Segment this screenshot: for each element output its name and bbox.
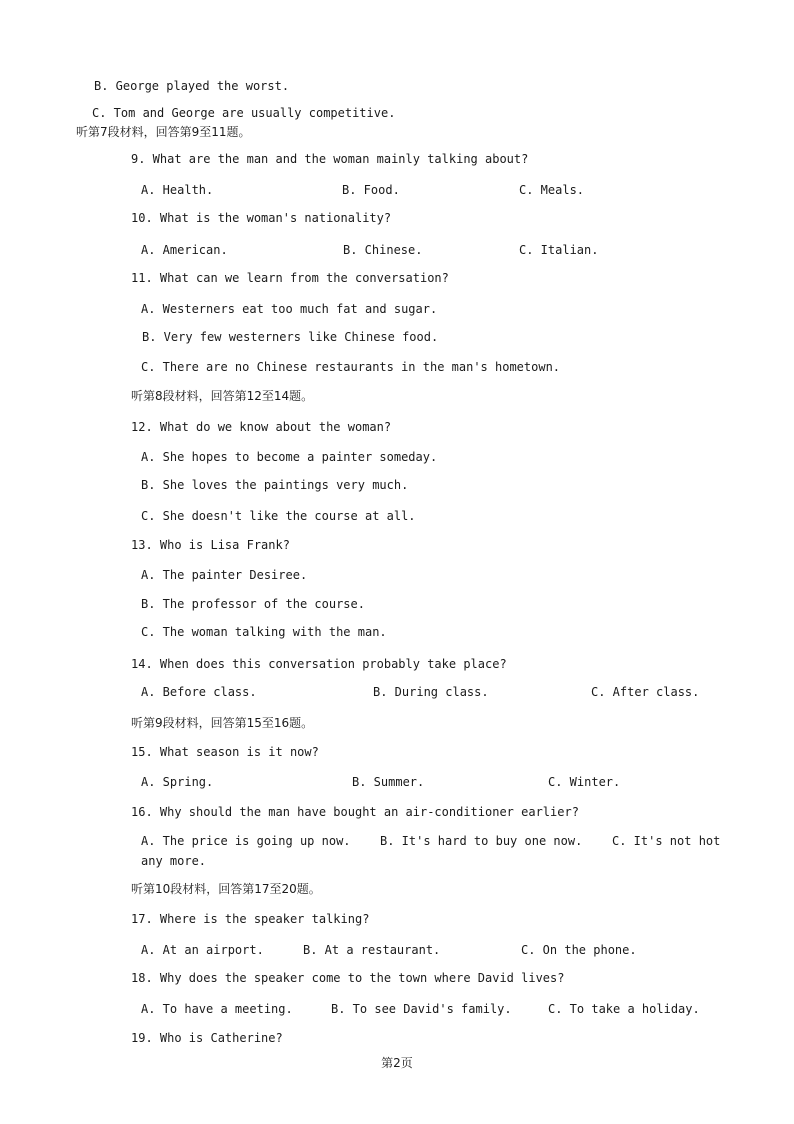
- question-17: 17. Where is the speaker talking?: [131, 912, 370, 926]
- option-line: B. It's hard to buy one now.: [380, 834, 583, 848]
- option-line: B. The professor of the course.: [141, 597, 365, 611]
- option-line: B. To see David's family.: [331, 1002, 512, 1016]
- option-line: C. There are no Chinese restaurants in the man's hometown.: [141, 360, 561, 374]
- question-12: 12. What do we know about the woman?: [131, 420, 392, 434]
- option-line: C. Meals.: [519, 183, 585, 197]
- question-9: 9. What are the man and the woman mainly talking about?: [131, 152, 529, 166]
- option-line: A. Spring.: [141, 775, 214, 789]
- option-line: C. After class.: [591, 685, 700, 699]
- option-line: any more.: [141, 854, 207, 868]
- option-line: A. Westerners eat too much fat and sugar.: [141, 302, 438, 316]
- option-line: C. Italian.: [519, 243, 599, 257]
- option-line: C. To take a holiday.: [548, 1002, 700, 1016]
- question-19: 19. Who is Catherine?: [131, 1031, 283, 1045]
- question-16: 16. Why should the man have bought an air-conditioner earlier?: [131, 805, 579, 819]
- question-10: 10. What is the woman's nationality?: [131, 211, 392, 225]
- option-line: A. To have a meeting.: [141, 1002, 293, 1016]
- question-15: 15. What season is it now?: [131, 745, 319, 759]
- option-line: A. She hopes to become a painter someday.: [141, 450, 438, 464]
- option-line: C. Winter.: [548, 775, 621, 789]
- option-line: B. Very few westerners like Chinese food.: [142, 330, 439, 344]
- option-line: B. Chinese.: [343, 243, 423, 257]
- option-line: C. She doesn't like the course at all.: [141, 509, 416, 523]
- section-heading: 听第10段材料，回答第17至20题。: [131, 882, 321, 896]
- question-18: 18. Why does the speaker come to the town where David lives?: [131, 971, 565, 985]
- page-number: 第2页: [381, 1056, 413, 1070]
- option-line: B. Summer.: [352, 775, 425, 789]
- question-13: 13. Who is Lisa Frank?: [131, 538, 290, 552]
- option-line: A. American.: [141, 243, 228, 257]
- option-line: A. The price is going up now.: [141, 834, 351, 848]
- option-line: A. At an airport.: [141, 943, 264, 957]
- option-line: C. It's not hot: [612, 834, 721, 848]
- section-heading: 听第9段材料，回答第15至16题。: [131, 716, 314, 730]
- question-14: 14. When does this conversation probably take place?: [131, 657, 507, 671]
- question-11: 11. What can we learn from the conversation?: [131, 271, 449, 285]
- option-line: A. The painter Desiree.: [141, 568, 308, 582]
- section-heading: 听第8段材料，回答第12至14题。: [131, 389, 314, 403]
- option-line: B. During class.: [373, 685, 489, 699]
- option-line: B. Food.: [342, 183, 400, 197]
- option-line: B. At a restaurant.: [303, 943, 441, 957]
- section-heading: 听第7段材料，回答第9至11题。: [76, 125, 251, 139]
- option-line: A. Before class.: [141, 685, 257, 699]
- option-line: C. Tom and George are usually competitive.: [92, 106, 396, 120]
- option-line: C. On the phone.: [521, 943, 637, 957]
- option-line: B. She loves the paintings very much.: [141, 478, 409, 492]
- option-line: A. Health.: [141, 183, 214, 197]
- option-line: C. The woman talking with the man.: [141, 625, 387, 639]
- option-line: B. George played the worst.: [94, 79, 290, 93]
